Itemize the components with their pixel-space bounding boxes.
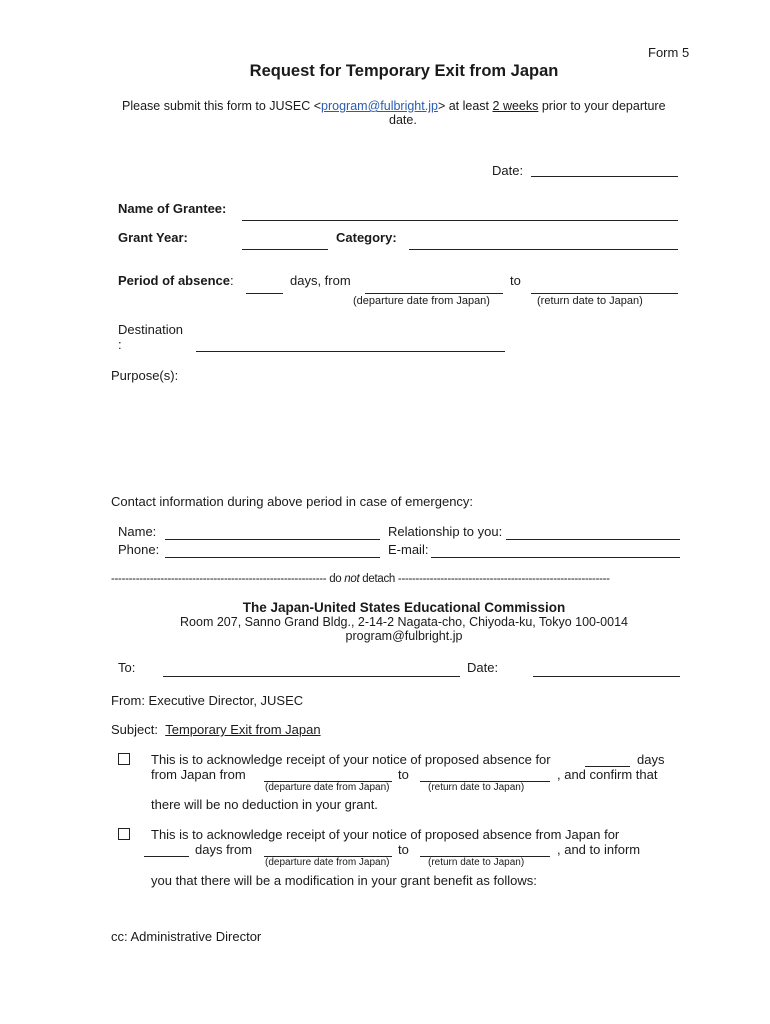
date-field[interactable] (531, 176, 678, 177)
option2-line2-suffix: , and to inform (557, 842, 641, 857)
option2-return-hint: (return date to Japan) (428, 857, 525, 868)
return-hint: (return date to Japan) (537, 295, 643, 307)
emergency-name-field[interactable] (165, 539, 380, 540)
instructions-line1: Please submit this form to JUSEC <program@fulbright.jp> at least 2 weeks prior to your departure (122, 99, 666, 113)
instructions-line2: date. (389, 113, 417, 127)
return-date-field[interactable] (531, 293, 678, 294)
option1-line1: This is to acknowledge receipt of your notice of proposed absence for (151, 752, 551, 767)
relationship-field[interactable] (506, 539, 680, 540)
commission-email: program@fulbright.jp (345, 629, 463, 643)
days-from-label: days, from (290, 273, 351, 288)
option1-days-label: days (637, 752, 665, 767)
category-field[interactable] (409, 249, 678, 250)
emergency-phone-label: Phone: (118, 542, 160, 557)
period-label: Period of absence: (118, 273, 234, 288)
option2-to-label: to (398, 842, 409, 857)
purpose-label: Purpose(s): (111, 368, 179, 383)
option1-return-hint: (return date to Japan) (428, 782, 525, 793)
reply-date-label: Date: (467, 660, 499, 675)
commission-name: The Japan-United States Educational Commission (242, 600, 566, 615)
option1-line3: there will be no deduction in your grant. (151, 797, 378, 812)
emergency-phone-field[interactable] (165, 557, 380, 558)
option2-line1: This is to acknowledge receipt of your notice of proposed absence from Japan for (151, 827, 620, 842)
emergency-email-field[interactable] (431, 557, 680, 558)
destination-field[interactable] (196, 351, 505, 352)
option2-days-from-label: days from (195, 842, 253, 857)
option1-to-label: to (398, 767, 409, 782)
page-title: Request for Temporary Exit from Japan (249, 62, 559, 80)
detach-divider: ------------------------------------------------------------- do not detach ------------------------------------------------------------ (111, 573, 610, 585)
option2-checkbox[interactable] (118, 828, 130, 840)
category-label: Category: (336, 230, 397, 245)
deadline: 2 weeks (492, 99, 539, 113)
to-label: to (510, 273, 521, 288)
option1-departure-hint: (departure date from Japan) (265, 782, 390, 793)
option1-from-label: from Japan from (151, 767, 246, 782)
departure-date-field[interactable] (365, 293, 503, 294)
grantee-name-field[interactable] (242, 220, 678, 221)
reply-date-field[interactable] (533, 676, 680, 677)
option1-line2-suffix: , and confirm that (557, 767, 658, 782)
emergency-email-label: E-mail: (388, 542, 429, 557)
form-number: Form 5 (648, 45, 690, 60)
program-email-link[interactable]: program@fulbright.jp (321, 99, 438, 113)
purpose-field[interactable] (111, 390, 681, 485)
reply-to-field[interactable] (163, 676, 460, 677)
grantee-name-label: Name of Grantee: (118, 201, 227, 216)
option1-checkbox[interactable] (118, 753, 130, 765)
cc-line: cc: Administrative Director (111, 929, 262, 944)
option2-days-field[interactable] (144, 856, 189, 857)
emergency-heading: Contact information during above period in case of emergency: (111, 494, 474, 509)
departure-hint: (departure date from Japan) (353, 295, 490, 307)
destination-colon: : (118, 337, 122, 352)
emergency-name-label: Name: (118, 524, 157, 539)
grant-year-field[interactable] (242, 249, 328, 250)
option2-departure-hint: (departure date from Japan) (265, 857, 390, 868)
reply-subject: Subject: Temporary Exit from Japan (111, 722, 321, 737)
reply-from: From: Executive Director, JUSEC (111, 693, 304, 708)
reply-to-label: To: (118, 660, 136, 675)
grant-year-label: Grant Year: (118, 230, 188, 245)
subject-value: Temporary Exit from Japan (165, 722, 321, 737)
date-label: Date: (492, 163, 524, 178)
option2-line3: you that there will be a modification in your grant benefit as follows: (151, 873, 537, 888)
destination-label: Destination (118, 322, 184, 337)
relationship-label: Relationship to you: (388, 524, 503, 539)
commission-address: Room 207, Sanno Grand Bldg., 2-14-2 Nagata-cho, Chiyoda-ku, Tokyo 100-0014 (180, 615, 628, 629)
absence-days-field[interactable] (246, 293, 283, 294)
